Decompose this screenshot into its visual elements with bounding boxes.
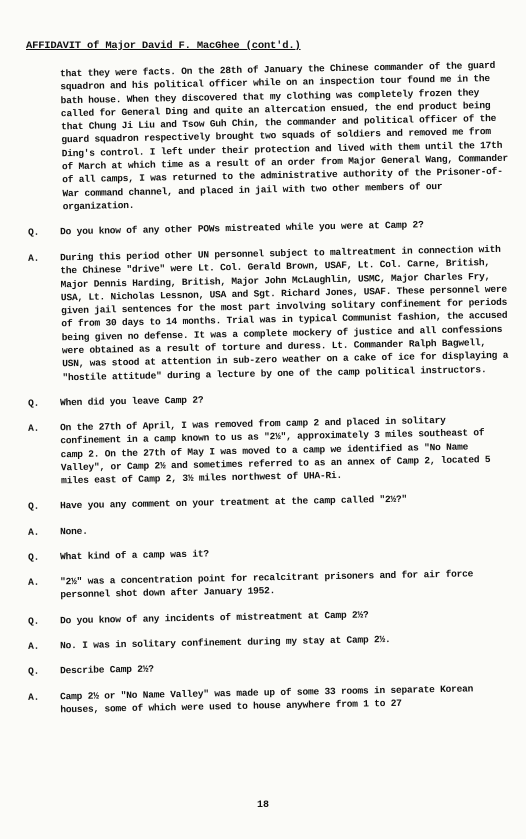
answer-marker: A. bbox=[28, 422, 40, 434]
answer-marker: A. bbox=[28, 576, 40, 589]
answer-block bbox=[24, 681, 508, 717]
answer-text: None. bbox=[60, 525, 88, 537]
paragraph-continuation bbox=[24, 59, 511, 215]
question-text: Describe Camp 2½? bbox=[60, 663, 154, 677]
answer-text: No. I was in solitary confinement during my stay at Camp 2½. bbox=[60, 634, 391, 652]
answer-marker: A. bbox=[28, 691, 40, 703]
question-block bbox=[24, 217, 508, 240]
question-marker: Q. bbox=[28, 551, 40, 563]
page-header: AFFIDAVIT of Major David F. MacGhee (cont'd.) bbox=[26, 40, 301, 52]
question-marker: Q. bbox=[28, 397, 40, 409]
answer-text: "2½" was a concentration point for recalcitrant prisoners and for air force personnel shot down after January 1952. bbox=[60, 568, 474, 601]
question-marker: Q. bbox=[28, 501, 40, 513]
page-number: 18 bbox=[256, 800, 269, 811]
paragraph-text: that they were facts. On the 28th of January the Chinese commander of the guard squadron and his political officer while on an inspection tour found me in the bath house. When they discovered that my clothing was completely frozen they called for General Ding and quite an altercation ensued, the end product being that Chung Ji Liu and Tsow Guh Chin, the commander and political officer of the guard squadron respectively brought two squads of soldiers and removed me from Ding's control. I left under their protection and lived with them until the 17th of March at which time as a result of an order from Major General Wang, Commander of all camps, I was returned to the administrative authority of the Prisoner-of-War command channel, and placed in jail with two other members of our organization. bbox=[60, 59, 509, 213]
answer-marker: A. bbox=[28, 640, 40, 653]
answer-text: Camp 2½ or "No Name Valley" was made up of some 33 rooms in separate Korean houses, some of which were used to house anywhere from 1 to 27 bbox=[60, 683, 474, 716]
answer-text: On the 27th of April, I was removed from camp 2 and placed in solitary confinement in a camp known to us as "2½", approximately 3 miles southeast of camp 2. On the 27th of May I was moved to a camp we identified as "No Name Valley", or Camp 2½ and sometimes referred to as an annex of Camp 2, located 5 miles east of Camp 2, 3½ miles northwest of UHA-Ri. bbox=[60, 414, 491, 487]
document-body bbox=[24, 59, 509, 729]
answer-block bbox=[24, 567, 508, 603]
question-text: What kind of a camp was it? bbox=[60, 548, 209, 563]
answer-block bbox=[24, 631, 508, 654]
answer-block bbox=[24, 413, 509, 489]
question-block bbox=[24, 387, 508, 410]
question-block bbox=[24, 542, 508, 565]
answer-marker: A. bbox=[28, 526, 40, 538]
question-block bbox=[24, 491, 508, 514]
question-marker: Q. bbox=[28, 615, 40, 627]
question-block bbox=[24, 606, 508, 629]
answer-text: During this period other UN personnel subject to maltreatment in connection with the Chinese "drive" were Lt. Col. Gerald Brown, USAF, Lt. Col. Carne, British, Major Dennis Harding, British, Major John McLaughlin, USMC, Major Charles Fry, USA, Lt. Nicholas Lessnon, USA and Sgt. Richard Jones, USAF. These personnel were given jail sentences for the most part involving solitary confinement for periods of from 30 days to 14 months. Trial was in typical Communist fashion, the accused being given no defense. It was a complete mockery of justice and all confessions were obtained as a result of torture and duress. Lt. Commander Ralph Bagwell, USN, was stood at attention in sub-zero weather on a cake of ice for displaying a "hostile attitude" during a lecture by one of the camp political instructors. bbox=[60, 243, 509, 383]
question-text: When did you leave Camp 2? bbox=[60, 394, 204, 408]
question-block bbox=[24, 656, 508, 679]
question-marker: Q. bbox=[28, 226, 40, 239]
answer-marker: A. bbox=[28, 252, 40, 264]
question-text: Do you know of any other POWs mistreated while you were at Camp 2? bbox=[60, 219, 424, 238]
answer-block bbox=[24, 242, 510, 384]
answer-block bbox=[24, 516, 508, 539]
question-text: Do you know of any incidents of mistreatment at Camp 2½? bbox=[60, 609, 369, 627]
question-marker: Q. bbox=[28, 666, 40, 678]
question-text: Have you any comment on your treatment at the camp called "2½?" bbox=[60, 493, 408, 512]
